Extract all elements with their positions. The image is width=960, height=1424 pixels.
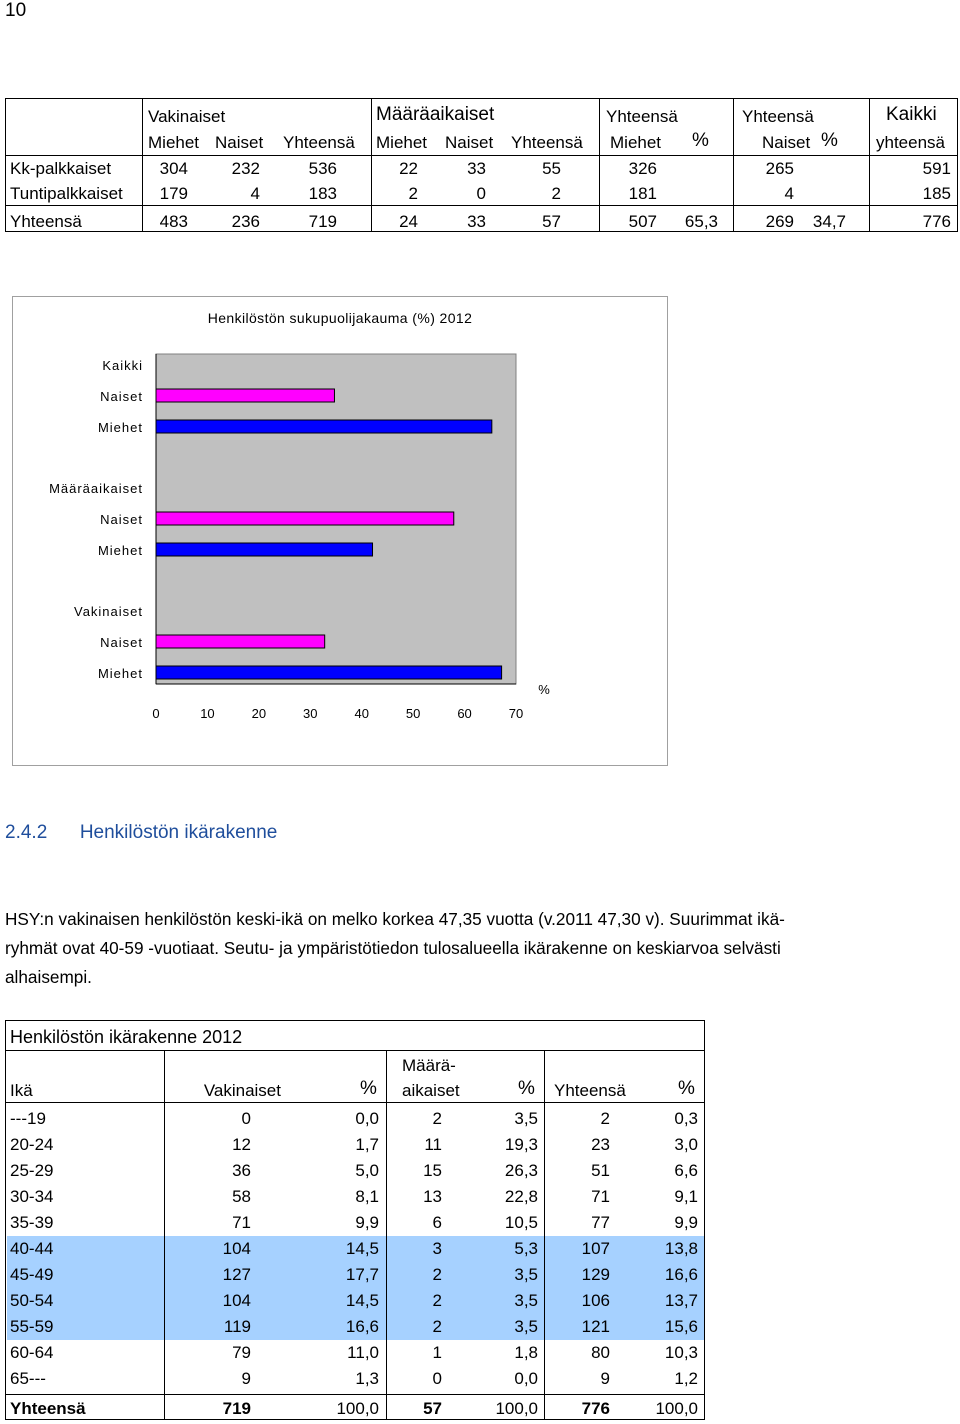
table-cell: 16,6 — [345, 1317, 379, 1336]
table-cell: 6 — [432, 1213, 442, 1232]
table-cell: 536 — [308, 159, 337, 178]
age-group-label: 60-64 — [10, 1343, 54, 1362]
bar-miehet — [156, 543, 373, 556]
table-cell: 181 — [628, 184, 657, 203]
table-cell: 55 — [542, 159, 561, 178]
header-yhteensa-miehet: Yhteensä — [606, 107, 678, 126]
table-cell: 80 — [591, 1343, 610, 1362]
table-cell: 0 — [432, 1369, 442, 1388]
bar-label: Miehet — [97, 543, 143, 558]
table-cell: 13,7 — [664, 1291, 698, 1310]
total-cell: 776 — [581, 1399, 610, 1418]
table-cell: 13 — [423, 1187, 442, 1206]
table-cell: 11,0 — [347, 1343, 379, 1362]
table-cell: 2 — [408, 184, 418, 203]
bar-label: Naiset — [100, 512, 143, 527]
table-cell: 15 — [423, 1161, 442, 1180]
table-cell: 719 — [308, 212, 337, 231]
table-cell: 107 — [581, 1239, 610, 1258]
table-cell: 4 — [784, 184, 794, 203]
paragraph-line: ryhmät ovat 40-59 -vuotiaat. Seutu- ja ympäristötiedon tulosalueella ikärakenne on keskiarvoa selvästi — [5, 938, 781, 958]
header-maaraaikaiset: Määräaikaiset — [376, 104, 495, 125]
table-cell: 33 — [467, 159, 486, 178]
table-cell: 13,8 — [664, 1239, 698, 1258]
table-cell: 10,5 — [504, 1213, 538, 1232]
table-cell: 57 — [542, 212, 561, 231]
table-cell: 0,0 — [514, 1369, 538, 1388]
age-group-label: 50-54 — [10, 1291, 54, 1310]
bar-label: Naiset — [100, 389, 143, 404]
x-tick-label: 50 — [405, 706, 421, 721]
table-cell: 3,5 — [514, 1109, 538, 1128]
table-cell: 0,3 — [674, 1109, 698, 1128]
subheader-miehet: Miehet — [376, 133, 428, 152]
table-cell: 23 — [591, 1135, 610, 1154]
table-cell: 12 — [232, 1135, 251, 1154]
table-cell: 6,6 — [674, 1161, 698, 1180]
table-cell: 19,3 — [504, 1135, 538, 1154]
table-cell: 2 — [551, 184, 561, 203]
age-group-label: 40-44 — [10, 1239, 54, 1258]
table-cell: 483 — [159, 212, 188, 231]
x-tick-label: 10 — [200, 706, 215, 721]
section-number: 2.4.2 — [5, 822, 48, 843]
x-tick-label: 30 — [303, 706, 318, 721]
table-cell: 14,5 — [345, 1239, 379, 1258]
subheader-percent: % — [821, 130, 838, 151]
table-cell: 71 — [591, 1187, 610, 1206]
bar-naiset — [156, 389, 334, 402]
table-cell: 15,6 — [664, 1317, 698, 1336]
table-cell: 33 — [467, 212, 486, 231]
table-cell: 3,5 — [514, 1265, 538, 1284]
table-cell: 119 — [223, 1317, 251, 1336]
table-cell: 51 — [591, 1161, 610, 1180]
table-cell: 232 — [231, 159, 260, 178]
table-cell: 265 — [765, 159, 794, 178]
x-tick-label: 60 — [457, 706, 472, 721]
table-cell: 776 — [922, 212, 951, 231]
table-cell: 127 — [222, 1265, 251, 1284]
total-label: Yhteensä — [10, 1399, 86, 1418]
table-cell: 71 — [232, 1213, 251, 1232]
table-cell: 183 — [308, 184, 337, 203]
table-cell: 22 — [399, 159, 418, 178]
table-cell: 106 — [581, 1291, 610, 1310]
total-cell: 57 — [423, 1399, 442, 1418]
table-cell: 1,8 — [514, 1343, 538, 1362]
table-cell: 9,1 — [674, 1187, 698, 1206]
table-cell: 9,9 — [355, 1213, 379, 1232]
table-cell: 3 — [432, 1239, 442, 1258]
table-cell: 36 — [232, 1161, 251, 1180]
age-group-label: 45-49 — [10, 1265, 54, 1284]
header-maara: Määrä- — [402, 1056, 456, 1075]
age-group-label: 65--- — [10, 1369, 46, 1388]
table-cell: 14,5 — [345, 1291, 379, 1310]
bar-miehet — [156, 420, 492, 433]
table-cell: 5,3 — [514, 1239, 538, 1258]
bar-label: Naiset — [100, 635, 143, 650]
table-cell: 1,2 — [674, 1369, 698, 1388]
table-cell: 79 — [232, 1343, 251, 1362]
subheader-yhteensa: yhteensä — [876, 133, 945, 152]
table-cell: 104 — [222, 1291, 251, 1310]
table-cell: 77 — [591, 1213, 610, 1232]
age-group-label: 25-29 — [10, 1161, 54, 1180]
total-cell: 100,0 — [336, 1399, 379, 1418]
table-cell: 26,3 — [504, 1161, 538, 1180]
table-cell: 1,3 — [355, 1369, 379, 1388]
table-cell: 269 — [765, 212, 794, 231]
table-cell: 2 — [432, 1265, 442, 1284]
table-cell: 236 — [231, 212, 260, 231]
x-tick-label: 20 — [251, 706, 267, 721]
table-title: Henkilöstön ikärakenne 2012 — [10, 1027, 243, 1047]
table-cell: 304 — [159, 159, 188, 178]
bar-naiset — [156, 635, 325, 648]
table-cell: 22,8 — [504, 1187, 538, 1206]
header-kaikki: Kaikki — [886, 104, 937, 125]
table-cell: 104 — [222, 1239, 251, 1258]
bar-miehet — [156, 666, 502, 679]
header-yhteensa: Yhteensä — [554, 1081, 626, 1100]
age-group-label: 20-24 — [10, 1135, 54, 1154]
table-cell: 3,5 — [514, 1317, 538, 1336]
subheader-naiset: Naiset — [445, 133, 494, 152]
header-ika: Ikä — [10, 1081, 33, 1100]
table-cell: 3,0 — [674, 1135, 698, 1154]
header-percent: % — [360, 1078, 377, 1099]
x-tick-label: 0 — [152, 706, 160, 721]
table-cell: 11 — [424, 1135, 442, 1154]
table-cell: 2 — [432, 1109, 442, 1128]
section-heading — [5, 822, 277, 844]
staff-summary-table — [5, 98, 958, 232]
bar-naiset — [156, 512, 454, 525]
row-label: Kk-palkkaiset — [10, 159, 112, 178]
bar-label: Miehet — [97, 420, 143, 435]
table-cell: 591 — [922, 159, 951, 178]
table-cell: 0,0 — [355, 1109, 379, 1128]
header-yhteensa-naiset: Yhteensä — [742, 107, 814, 126]
age-group-label: 30-34 — [10, 1187, 54, 1206]
subheader-percent: % — [692, 130, 709, 151]
table-cell: 2 — [600, 1109, 610, 1128]
age-structure-table — [5, 1020, 705, 1420]
gender-distribution-chart — [12, 296, 668, 766]
section-title: Henkilöstön ikärakenne — [79, 822, 278, 843]
header-percent: % — [678, 1078, 695, 1099]
table-cell: 5,0 — [355, 1161, 379, 1180]
paragraph-line: HSY:n vakinaisen henkilöstön keski-ikä on melko korkea 47,35 vuotta (v.2011 47,30 v). Suurimmat ikä- — [5, 909, 785, 929]
chart-plot — [13, 297, 667, 765]
table-cell: 1,7 — [355, 1135, 379, 1154]
header-vakinaiset: Vakinaiset — [148, 107, 226, 126]
table-cell: 34,7 — [812, 212, 846, 231]
table-cell: 9,9 — [674, 1213, 698, 1232]
total-cell: 100,0 — [655, 1399, 698, 1418]
table-cell: 58 — [232, 1187, 251, 1206]
table-cell: 0 — [476, 184, 486, 203]
age-group-label: 35-39 — [10, 1213, 54, 1232]
x-axis-label: % — [538, 682, 550, 697]
table-cell: 16,6 — [664, 1265, 698, 1284]
table-cell: 8,1 — [355, 1187, 379, 1206]
row-label: Yhteensä — [10, 212, 82, 231]
x-tick-label: 40 — [354, 706, 369, 721]
header-percent: % — [518, 1078, 535, 1099]
subheader-miehet: Miehet — [148, 133, 200, 152]
chart-title: Henkilöstön sukupuolijakauma (%) 2012 — [207, 310, 473, 326]
total-cell: 100,0 — [495, 1399, 538, 1418]
table-cell: 129 — [581, 1265, 610, 1284]
table-cell: 9 — [600, 1369, 610, 1388]
table-cell: 17,7 — [345, 1265, 379, 1284]
table-cell: 2 — [432, 1291, 442, 1310]
header-vakinaiset: Vakinaiset — [203, 1081, 281, 1100]
table-cell: 121 — [581, 1317, 610, 1336]
age-group-label: ---19 — [10, 1109, 46, 1128]
x-tick-label: 70 — [508, 706, 524, 721]
category-label: Vakinaiset — [73, 604, 143, 619]
row-label: Tuntipalkkaiset — [10, 184, 123, 203]
category-label: Määräaikaiset — [49, 481, 143, 496]
total-cell: 719 — [222, 1399, 251, 1418]
paragraph-line: alhaisempi. — [5, 967, 92, 987]
subheader-naiset: Naiset — [215, 133, 264, 152]
table-cell: 10,3 — [664, 1343, 698, 1362]
age-group-label: 55-59 — [10, 1317, 54, 1336]
header-aikaiset: aikaiset — [402, 1081, 460, 1100]
table-cell: 179 — [159, 184, 188, 203]
table-cell: 507 — [628, 212, 657, 231]
table-cell: 1 — [432, 1343, 442, 1362]
table-cell: 326 — [628, 159, 657, 178]
table-cell: 3,5 — [514, 1291, 538, 1310]
subheader-naiset: Naiset — [762, 133, 811, 152]
table-cell: 2 — [432, 1317, 442, 1336]
subheader-miehet: Miehet — [610, 133, 662, 152]
table-cell: 65,3 — [684, 212, 718, 231]
table-cell: 24 — [399, 212, 418, 231]
table-cell: 4 — [250, 184, 260, 203]
bar-label: Miehet — [97, 666, 143, 681]
subheader-yhteensa: Yhteensä — [283, 133, 355, 152]
table-cell: 0 — [241, 1109, 251, 1128]
table-cell: 9 — [241, 1369, 251, 1388]
subheader-yhteensa: Yhteensä — [511, 133, 583, 152]
table-cell: 185 — [922, 184, 951, 203]
category-label: Kaikki — [102, 358, 143, 373]
page-number: 10 — [5, 0, 27, 21]
